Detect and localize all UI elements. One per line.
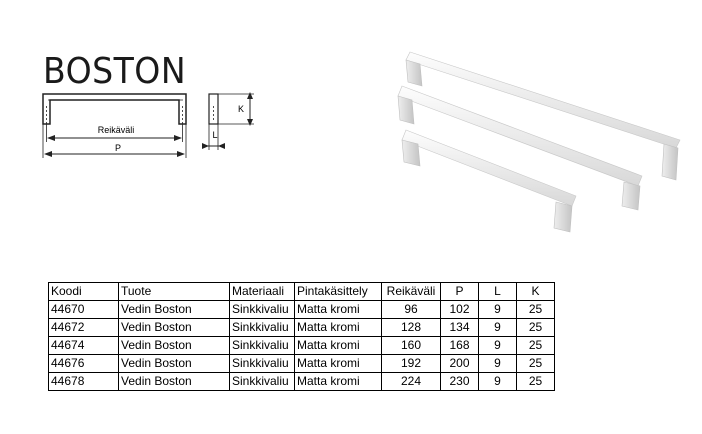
length-label: P	[114, 143, 122, 153]
cell-finish: Matta kromi	[295, 319, 382, 337]
cell-code: 44674	[49, 337, 119, 355]
table-row	[49, 355, 555, 373]
cell-k: 25	[517, 301, 555, 319]
cell-hole-spacing: 224	[382, 373, 441, 391]
table-row	[49, 301, 555, 319]
cell-material: Sinkkivaliu	[230, 373, 295, 391]
cell-code: 44676	[49, 355, 119, 373]
handle-profile-drawing	[43, 94, 186, 158]
column-header-p: P	[441, 283, 479, 301]
cell-product: Vedin Boston	[119, 355, 230, 373]
table-header-row	[49, 283, 555, 301]
cell-k: 25	[517, 373, 555, 391]
cell-l: 9	[479, 373, 517, 391]
cell-finish: Matta kromi	[295, 337, 382, 355]
column-header-code: Koodi	[49, 283, 119, 301]
cell-code: 44670	[49, 301, 119, 319]
cell-material: Sinkkivaliu	[230, 301, 295, 319]
cell-material: Sinkkivaliu	[230, 355, 295, 373]
table-row	[49, 319, 555, 337]
column-header-hole-spacing: Reikäväli	[382, 283, 441, 301]
cell-hole-spacing: 160	[382, 337, 441, 355]
cell-material: Sinkkivaliu	[230, 319, 295, 337]
cell-hole-spacing: 192	[382, 355, 441, 373]
cell-l: 9	[479, 337, 517, 355]
cell-p: 102	[441, 301, 479, 319]
cell-p: 134	[441, 319, 479, 337]
cell-k: 25	[517, 355, 555, 373]
cell-finish: Matta kromi	[295, 301, 382, 319]
cell-code: 44678	[49, 373, 119, 391]
column-header-finish: Pintakäsittely	[295, 283, 382, 301]
cell-l: 9	[479, 319, 517, 337]
hole-spacing-label: Reikäväli	[97, 125, 135, 135]
column-header-k: K	[517, 283, 555, 301]
cell-finish: Matta kromi	[295, 373, 382, 391]
cell-product: Vedin Boston	[119, 337, 230, 355]
cell-l: 9	[479, 355, 517, 373]
column-header-product: Tuote	[119, 283, 230, 301]
cell-finish: Matta kromi	[295, 355, 382, 373]
table-row	[49, 337, 555, 355]
cell-product: Vedin Boston	[119, 373, 230, 391]
cell-k: 25	[517, 337, 555, 355]
cell-p: 200	[441, 355, 479, 373]
cell-hole-spacing: 128	[382, 319, 441, 337]
cell-k: 25	[517, 319, 555, 337]
cell-product: Vedin Boston	[119, 301, 230, 319]
cell-p: 230	[441, 373, 479, 391]
column-header-l: L	[479, 283, 517, 301]
handle-large-image	[406, 52, 680, 180]
specification-table	[48, 282, 555, 391]
cell-product: Vedin Boston	[119, 319, 230, 337]
product-title: BOSTON	[43, 51, 187, 93]
height-label: K	[237, 104, 245, 114]
cell-material: Sinkkivaliu	[230, 337, 295, 355]
cell-hole-spacing: 96	[382, 301, 441, 319]
width-label: L	[212, 130, 218, 140]
cell-p: 168	[441, 337, 479, 355]
handle-end-view-drawing	[202, 92, 254, 150]
cell-code: 44672	[49, 319, 119, 337]
cell-l: 9	[479, 301, 517, 319]
column-header-material: Materiaali	[230, 283, 295, 301]
dimension-diagram	[38, 88, 268, 160]
product-photo	[380, 40, 690, 250]
table-row	[49, 373, 555, 391]
